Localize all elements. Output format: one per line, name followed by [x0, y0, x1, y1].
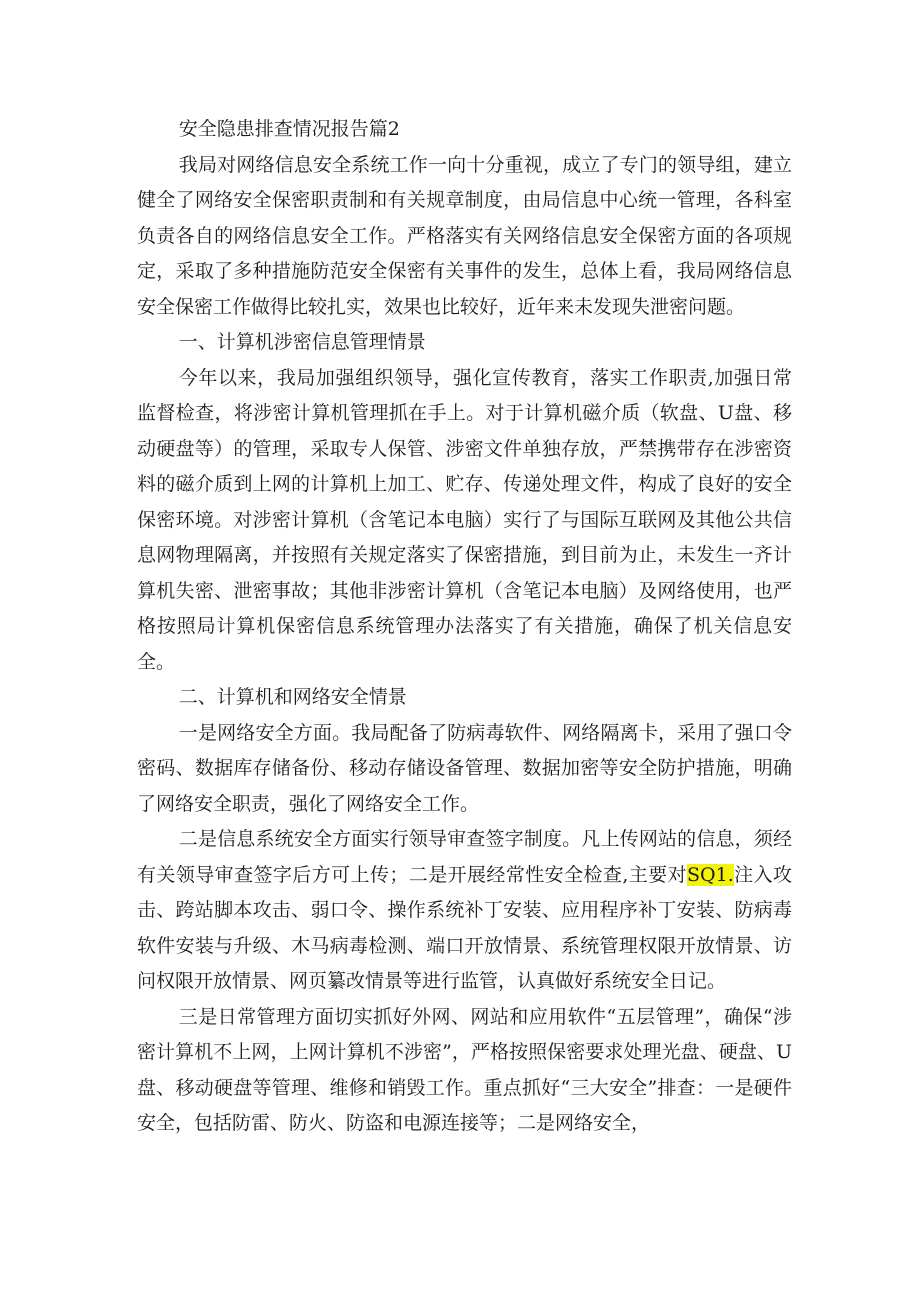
section-heading-1: 一、计算机涉密信息管理情景 — [178, 331, 426, 353]
paragraph-section-1: 今年以来，我局加强组织领导，强化宣传教育，落实工作职责,加强日常监督检查，将涉密计算机管理抓在手上。对于计算机磁介质（软盘、U盘、移动硬盘等）的管理，采取专人保管、涉密文件单独存放，严禁携带存在涉密资料的磁介质到上网的计算机上加工、贮存、传递处理文件，构成了良好的安全保密环境。对涉密计算机（含笔记本电脑）实行了与国际互联网及其他公共信息网物理隔离，并按照有关规定落实了保密措施，到目前为止，未发生一齐计算机失密、泄密事故；其他非涉密计算机（含笔记本电脑）及网络使用，也严格按照局计算机保密信息系统管理办法落实了有关措施，确保了机关信息安全。 — [137, 366, 792, 673]
paragraph-network-security: 一是网络安全方面。我局配备了防病毒软件、网络隔离卡，采用了强口令密码、数据库存储备份、移动存储设备管理、数据加密等安全防护措施，明确了网络安全职责，强化了网络安全工作。 — [137, 721, 792, 815]
paragraph-daily-management: 三是日常管理方面切实抓好外网、网站和应用软件“五层管理”，确保“涉密计算机不上网，上网计算机不涉密”，严格按照保密要求处理光盘、硬盘、U盘、移动硬盘等管理、维修和销毁工作。重点抓好“三大安全”排查：一是硬件安全，包括防雷、防火、防盗和电源连接等；二是网络安全， — [137, 1005, 792, 1134]
highlighted-text: SQ1. — [687, 863, 734, 886]
document-body — [137, 112, 792, 1142]
paragraph-intro: 我局对网络信息安全系统工作一向十分重视，成立了专门的领导组，建立健全了网络安全保密职责制和有关规章制度，由局信息中心统一管理，各科室负责各自的网络信息安全工作。严格落实有关网络信息安全保密方面的各项规定，采取了多种措施防范安全保密有关事件的发生，总体上看，我局网络信息安全保密工作做得比较扎实，效果也比较好，近年来未发现失泄密问题。 — [137, 153, 792, 318]
paragraph-system-security-before: 二是信息系统安全方面实行领导审查签字制度。凡上传网站的信息，须经有关领导审查签字后方可上传；二是开展经常性安全检查,主要对 — [137, 828, 792, 886]
paragraph-system-security-after: 注入攻击、跨站脚本攻击、弱口令、操作系统补丁安装、应用程序补丁安装、防病毒软件安装与升级、木马病毒检测、端口开放情景、系统管理权限开放情景、访问权限开放情景、网页纂改情景等进行监管，认真做好系统安全日记。 — [137, 863, 792, 992]
document-title: 安全隐患排查情况报告篇2 — [178, 118, 400, 140]
section-heading-2: 二、计算机和网络安全情景 — [178, 686, 407, 708]
paragraph-system-security — [137, 822, 792, 1000]
